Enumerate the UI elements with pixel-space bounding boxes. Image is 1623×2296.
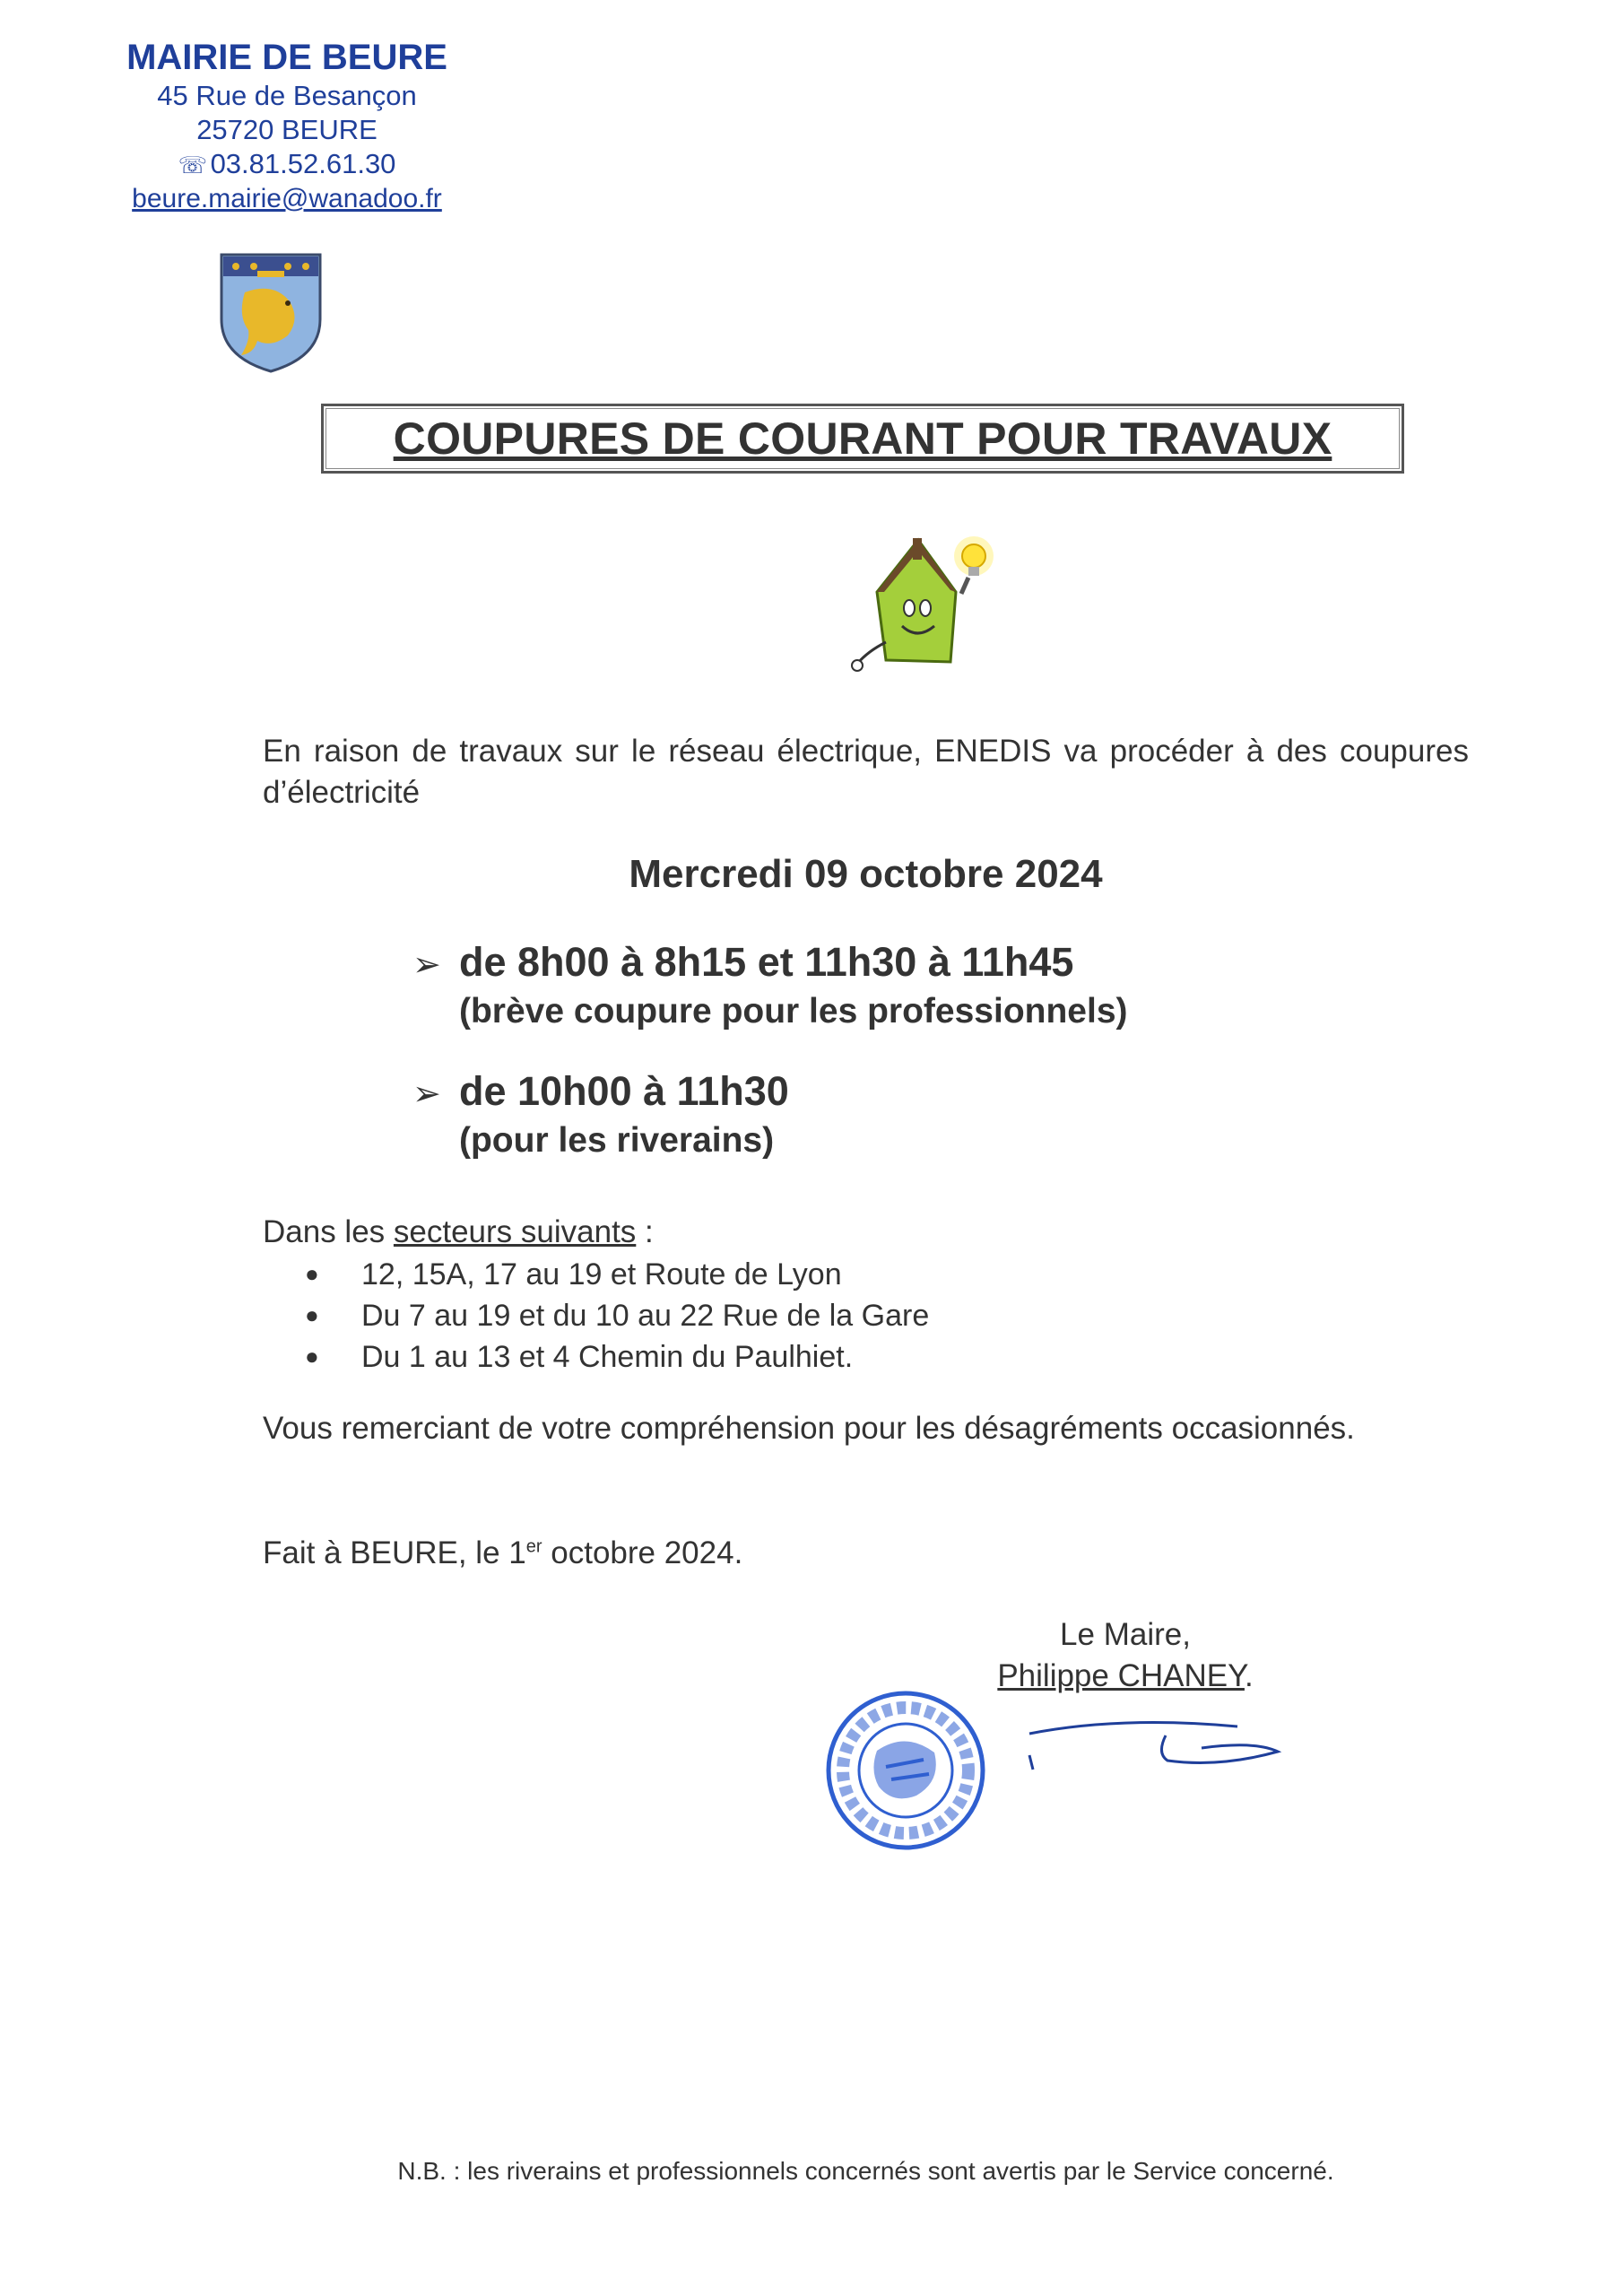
mayor-signature xyxy=(1022,1709,1291,1816)
signature-block xyxy=(991,1614,1260,1697)
mairie-city: 25720 BEURE xyxy=(196,114,378,145)
sectors-heading xyxy=(263,1214,654,1250)
arrow-bullet-icon: ➢ xyxy=(412,946,441,984)
sector-text: 12, 15A, 17 au 19 et Route de Lyon xyxy=(361,1257,842,1292)
sectors-prefix: Dans les xyxy=(263,1214,394,1249)
sector-text: Du 7 au 19 et du 10 au 22 Rue de la Gare xyxy=(361,1299,930,1333)
footnote-nb: N.B. : les riverains et professionnels concernés sont avertis par le Service concerné. xyxy=(397,2157,1334,2185)
official-stamp-icon xyxy=(823,1688,989,1854)
sector-list xyxy=(305,1254,929,1378)
bullet-icon: ● xyxy=(305,1260,319,1287)
sector-text: Du 1 au 13 et 4 Chemin du Paulhiet. xyxy=(361,1340,854,1374)
list-item xyxy=(305,1336,929,1378)
slot-note: (brève coupure pour les professionnels) xyxy=(459,992,1128,1031)
mairie-street: 45 Rue de Besançon xyxy=(157,80,417,111)
fait-suffix: octobre 2024. xyxy=(542,1535,743,1570)
sectors-underlined: secteurs suivants xyxy=(393,1214,637,1249)
mairie-phone-line xyxy=(90,147,484,182)
mairie-phone: 03.81.52.61.30 xyxy=(210,148,396,179)
list-item xyxy=(305,1295,929,1336)
outage-slot-1 xyxy=(412,938,1128,1034)
bullet-icon: ● xyxy=(305,1301,319,1328)
fait-prefix: Fait à BEURE, le 1 xyxy=(263,1535,526,1570)
bullet-icon: ● xyxy=(305,1343,319,1370)
page-title: COUPURES DE COURANT POUR TRAVAUX xyxy=(393,413,1332,464)
thanks-paragraph: Vous remerciant de votre compréhension pour les désagréments occasionnés. xyxy=(263,1411,1355,1446)
list-item xyxy=(305,1254,929,1295)
fait-line xyxy=(263,1535,742,1571)
intro-paragraph: En raison de travaux sur le réseau électrique, ENEDIS va procéder à des coupures d’électricité xyxy=(263,734,1469,810)
slot-note: (pour les riverains) xyxy=(459,1121,775,1160)
house-lightbulb-icon xyxy=(850,536,1011,680)
mairie-name: MAIRIE DE BEURE xyxy=(126,38,447,77)
slot-time: de 10h00 à 11h30 xyxy=(459,1068,789,1114)
mayor-name: Philippe CHANEY xyxy=(997,1658,1245,1693)
telephone-icon: ☏ xyxy=(178,152,208,178)
title-box xyxy=(321,404,1404,474)
beure-crest-logo xyxy=(218,248,324,375)
mayor-role: Le Maire, xyxy=(1060,1617,1191,1652)
sectors-suffix: : xyxy=(636,1214,654,1249)
outage-date: Mercredi 09 octobre 2024 xyxy=(629,852,1103,896)
slot-time: de 8h00 à 8h15 et 11h30 à 11h45 xyxy=(459,939,1074,985)
mayor-name-dot: . xyxy=(1244,1658,1254,1693)
fait-sup: er xyxy=(525,1536,542,1557)
arrow-bullet-icon: ➢ xyxy=(412,1075,441,1113)
outage-slot-2 xyxy=(412,1067,789,1163)
mairie-email: beure.mairie@wanadoo.fr xyxy=(132,184,442,213)
letterhead xyxy=(90,36,484,216)
